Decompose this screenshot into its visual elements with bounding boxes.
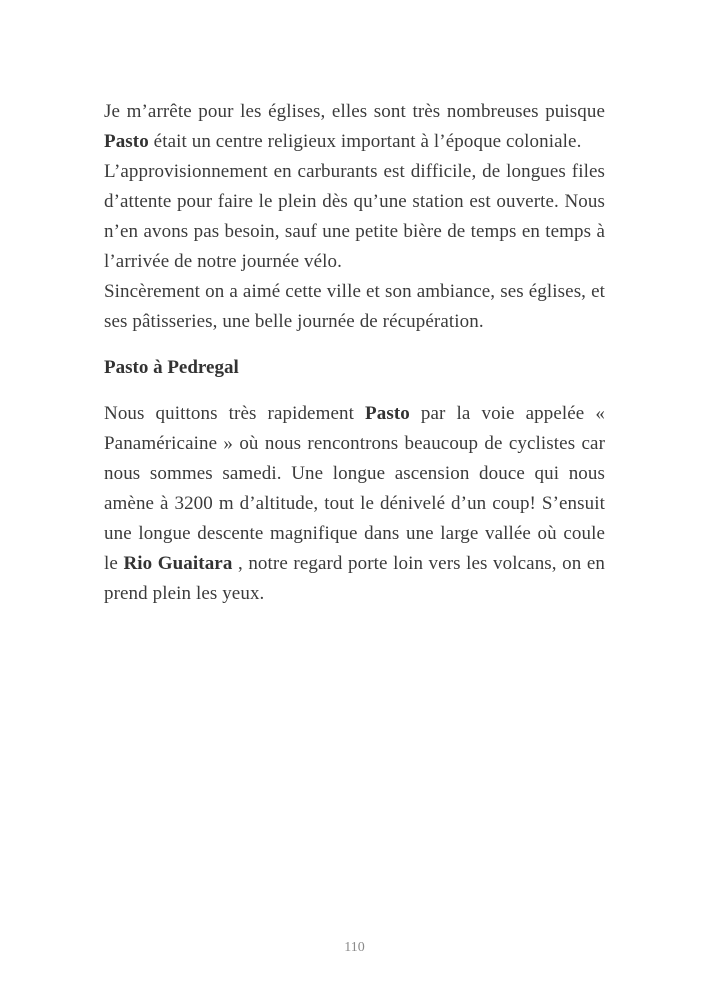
- text-segment: par la voie appelée « Panaméricaine » où nous rencontrons beaucoup de cyclistes car nous sommes samedi. Une longue ascension douce qui nous amène à 3200 m d’altitude, tout le dénivelé d’un coup! S’ensuit une longue descente magnifique dans une large vallée où coule le: [104, 403, 605, 574]
- paragraph-fuel: [104, 157, 605, 277]
- paragraph-churches: [104, 97, 605, 157]
- text-segment: Nous quittons très rapidement: [104, 403, 366, 424]
- page-number: 110: [344, 940, 365, 955]
- bold-place-pasto: Pasto: [104, 131, 149, 152]
- text-segment: Je m’arrête pour les églises, elles sont très nombreuses puisque: [104, 101, 605, 122]
- text-segment: L’approvisionnement en carburants est difficile, de longues files d’attente pour faire le plein dès qu’une station est ouverte. Nous n’en avons pas besoin, sauf une petite bière de temps en temps à l’arrivée de notre journée vélo.: [104, 161, 605, 272]
- section-heading-pasto-pedregal: Pasto à Pedregal: [104, 357, 239, 378]
- text-segment: était un centre religieux important à l’époque coloniale.: [148, 131, 582, 152]
- paragraph-city-impression: [104, 277, 605, 337]
- text-segment: Sincèrement on a aimé cette ville et son ambiance, ses églises, et ses pâtisseries, une belle journée de récupération.: [104, 281, 605, 332]
- text-segment: , notre regard porte loin vers les volcans, on en prend plein les yeux.: [104, 553, 606, 604]
- paragraph-departure: [104, 399, 605, 609]
- bold-river-rio-guaitara: Rio Guaitara: [123, 553, 233, 574]
- bold-place-pasto: Pasto: [365, 403, 410, 424]
